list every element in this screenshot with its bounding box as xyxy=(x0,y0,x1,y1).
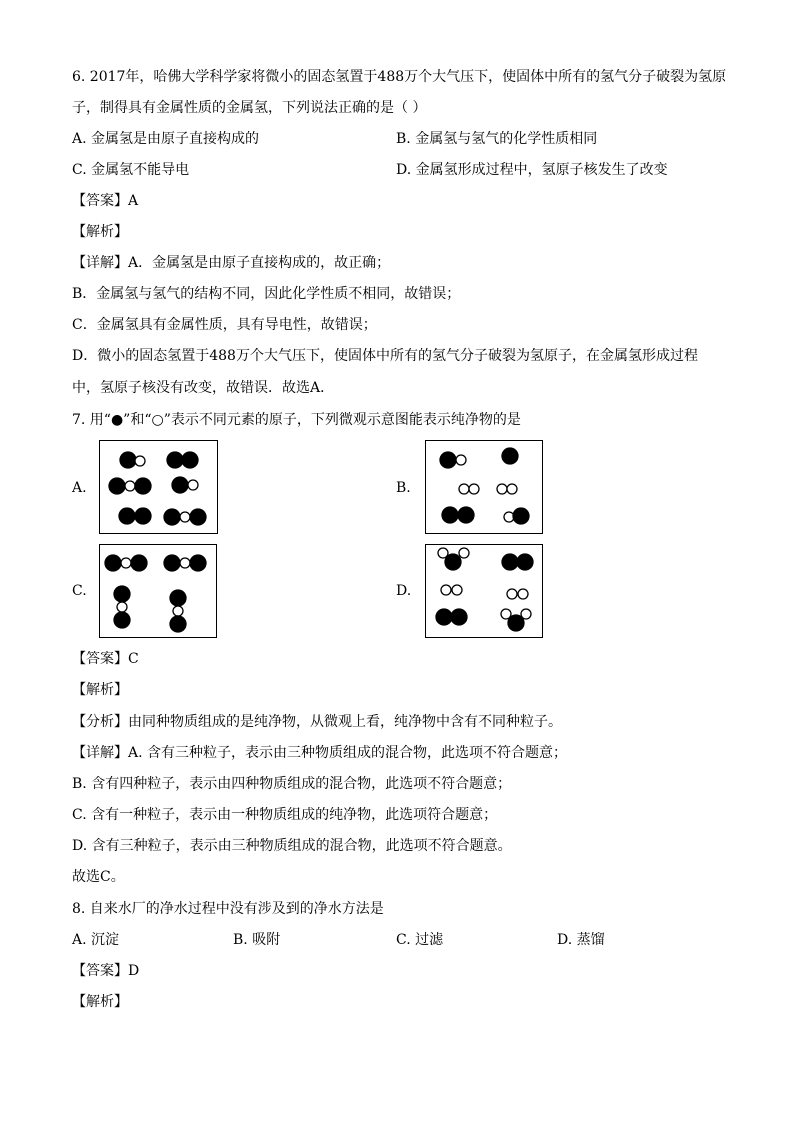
q6-option-a: A. 金属氢是由原子直接构成的 xyxy=(72,131,260,147)
q7-detail-2: B. 含有四种粒子，表示由四种物质组成的混合物，此选项不符合题意； xyxy=(72,776,512,792)
q7-conclusion: 故选C。 xyxy=(72,869,125,885)
q7-detail-3: C. 含有一种粒子，表示由一种物质组成的纯净物，此选项符合题意； xyxy=(72,807,498,823)
q7-label-b: B. xyxy=(396,480,411,496)
q7-analysis-title: 【解析】 xyxy=(72,682,128,698)
q7-diagram-c xyxy=(99,544,217,638)
q6-detail-1: 【详解】A．金属氢是由原子直接构成的，故正确； xyxy=(72,255,391,271)
q6-stem-line1: 6. 2017年，哈佛大学科学家将微小的固态氢置于488万个大气压下，使固体中所有的氢气分子破裂为氢原 xyxy=(72,69,727,85)
q7-detail-1: 【详解】A. 含有三种粒子，表示由三种物质组成的混合物，此选项不符合题意； xyxy=(72,745,568,761)
q8-option-a: A. 沉淀 xyxy=(72,932,120,948)
q8-analysis-title: 【解析】 xyxy=(72,994,128,1010)
q6-option-b: B. 金属氢与氢气的化学性质相同 xyxy=(396,131,598,147)
q7-label-c: C. xyxy=(72,583,87,599)
q6-option-c: C. 金属氢不能导电 xyxy=(72,162,190,178)
q6-detail-2: B．金属氢与氢气的结构不同，因此化学性质不相同，故错误； xyxy=(72,286,461,302)
q8-option-d: D. 蒸馏 xyxy=(557,932,605,948)
q6-detail-5: 中，氢原子核没有改变，故错误．故选A． xyxy=(72,380,335,396)
q6-answer: 【答案】A xyxy=(72,193,139,209)
q6-stem-line2: 子，制得具有金属性质的金属氢，下列说法正确的是（ ） xyxy=(72,100,427,116)
q7-label-a: A. xyxy=(72,480,87,496)
q7-diagram-a xyxy=(99,440,218,534)
q7-detail-4: D. 含有三种粒子，表示由三种物质组成的混合物，此选项不符合题意。 xyxy=(72,838,512,854)
q6-analysis-title: 【解析】 xyxy=(72,224,128,240)
q7-diagram-b xyxy=(425,440,543,534)
q8-stem: 8. 自来水厂的净水过程中没有涉及到的净水方法是 xyxy=(72,901,384,917)
q8-option-b: B. 吸附 xyxy=(233,932,281,948)
q7-answer: 【答案】C xyxy=(72,651,139,667)
q7-label-d: D. xyxy=(396,583,412,599)
q8-option-c: C. 过滤 xyxy=(396,932,444,948)
q7-fenxi: 【分析】由同种物质组成的是纯净物，从微观上看，纯净物中含有不同种粒子。 xyxy=(72,714,562,730)
q6-detail-3: C．金属氢具有金属性质，具有导电性，故错误； xyxy=(72,317,377,333)
q7-diagram-d xyxy=(425,544,543,638)
q6-option-d: D. 金属氢形成过程中，氢原子核发生了改变 xyxy=(396,162,668,178)
q7-stem: 7. 用“●”和“○”表示不同元素的原子，下列微观示意图能表示纯净物的是 xyxy=(72,412,521,428)
q8-answer: 【答案】D xyxy=(72,963,140,979)
q6-detail-4: D．微小的固态氢置于488万个大气压下，使固体中所有的氢气分子破裂为氢原子，在金属氢形成过程 xyxy=(72,348,698,364)
